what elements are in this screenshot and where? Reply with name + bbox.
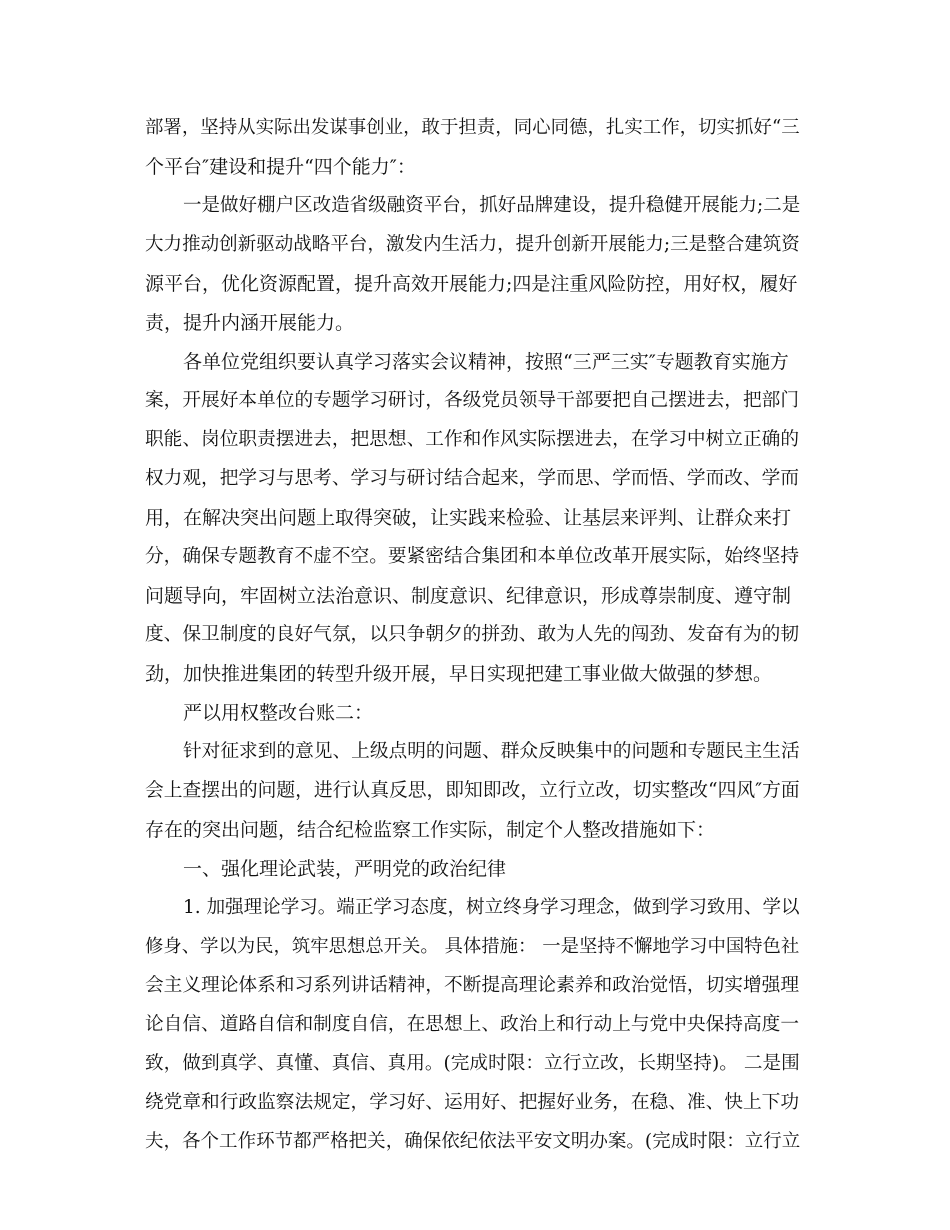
- text-line: 1. 加强理论学习。端正学习态度，树立终身学习理念，做到学习致用、学以: [183, 897, 800, 918]
- text-line: 部署，坚持从实际出发谋事创业，敢于担责，同心同德，扎实工作，切实抓好“三: [145, 117, 800, 138]
- section-heading: 严以用权整改台账二：: [183, 702, 374, 724]
- text-line: 绕党章和行政监察法规定，学习好、运用好、把握好业务，在稳、准、快上下功: [145, 1092, 800, 1113]
- text-line: 案，开展好本单位的专题学习研讨，各级党员领导干部要把自己摆进去，把部门: [145, 390, 800, 411]
- section-heading: 一、强化理论武装，严明党的政治纪律: [183, 858, 507, 880]
- text-line: 个平台″建设和提升“四个能力″：: [145, 156, 416, 178]
- text-line: 针对征求到的意见、上级点明的问题、群众反映集中的问题和专题民主生活: [183, 741, 800, 762]
- text-line: 各单位党组织要认真学习落实会议精神，按照“三严三实″专题教育实施方: [183, 351, 789, 373]
- text-line: 度、保卫制度的良好气氛，以只争朝夕的拼劲、敢为人先的闯劲、发奋有为的韧: [145, 624, 800, 645]
- text-line: 致，做到真学、真懂、真信、真用。(完成时限：立行立改，长期坚持)。 二是围: [145, 1053, 800, 1074]
- text-line: 源平台，优化资源配置，提升高效开展能力;四是注重风险防控，用好权，履好: [145, 273, 798, 295]
- text-line: 职能、岗位职责摆进去，把思想、工作和作风实际摆进去，在学习中树立正确的: [145, 429, 800, 450]
- text-line: 劲，加快推进集团的转型升级开展，早日实现把建工事业做大做强的梦想。: [145, 663, 773, 685]
- text-line: 存在的突出问题，结合纪检监察工作实际，制定个人整改措施如下：: [145, 819, 716, 841]
- text-line: 用，在解决突出问题上取得突破，让实践来检验、让基层来评判、让群众来打: [145, 507, 792, 529]
- text-line: 夫，各个工作环节都严格把关，确保依纪依法平安文明办案。(完成时限：立行立: [145, 1131, 801, 1152]
- text-line: 会主义理论体系和习系列讲话精神，不断提高理论素养和政治觉悟，切实增强理: [145, 975, 800, 996]
- text-line: 问题导向，牢固树立法治意识、制度意识、纪律意识，形成尊崇制度、遵守制: [145, 585, 792, 607]
- text-line: 会上查摆出的问题，进行认真反思，即知即改，立行立改，切实整改“四风″方面: [145, 780, 800, 801]
- text-line: 责，提升内涵开展能力。: [145, 312, 355, 334]
- text-line: 大力推动创新驱动战略平台，激发内生活力，提升创新开展能力;三是整合建筑资: [145, 234, 800, 255]
- text-line: 一是做好棚户区改造省级融资平台，抓好品牌建设，提升稳健开展能力;二是: [183, 195, 801, 216]
- text-line: 修身、学以为民，筑牢思想总开关。 具体措施： 一是坚持不懈地学习中国特色社: [145, 936, 800, 957]
- text-line: 分，确保专题教育不虚不空。要紧密结合集团和本单位改革开展实际，始终坚持: [145, 546, 800, 567]
- text-line: 权力观，把学习与思考、学习与研讨结合起来，学而思、学而悟、学而改、学而: [145, 468, 800, 489]
- text-line: 论自信、道路自信和制度自信，在思想上、政治上和行动上与党中央保持高度一: [145, 1014, 800, 1035]
